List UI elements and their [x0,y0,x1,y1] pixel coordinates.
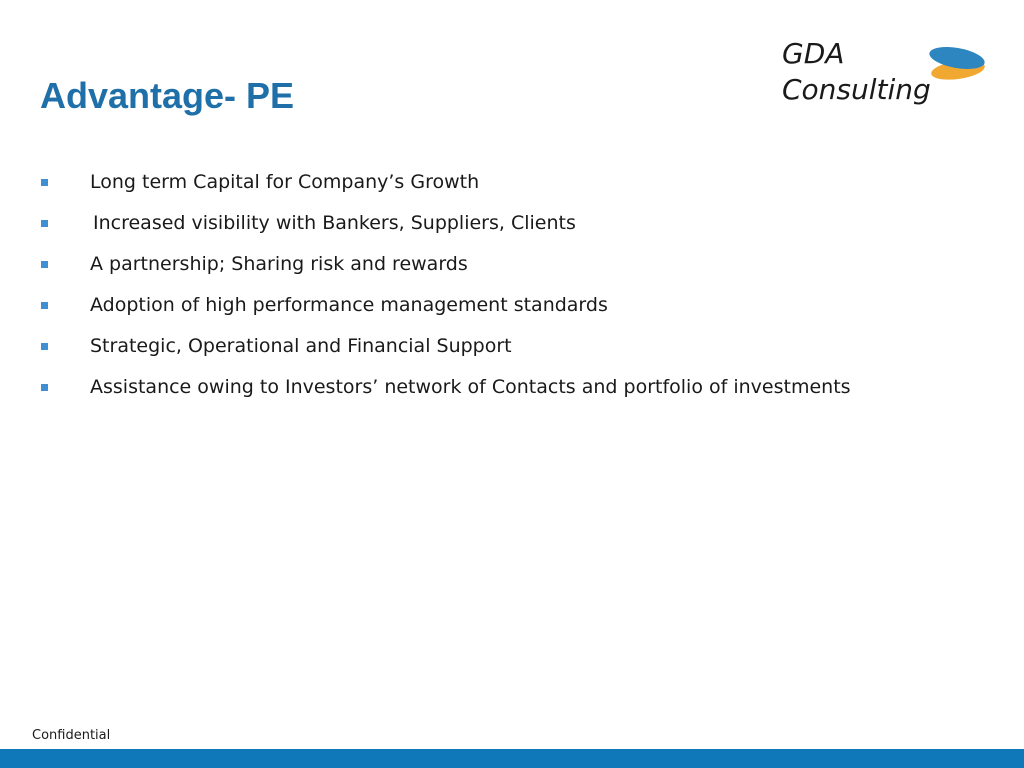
bullet-text: Long term Capital for Company’s Growth [90,171,480,193]
bullet-item [40,162,900,203]
bullet-item [40,367,900,408]
logo-text-line1: GDA [782,37,845,70]
bullet-text: Increased visibility with Bankers, Suppliers, Clients [93,212,576,234]
footer-confidential-label: Confidential [32,728,111,743]
bullet-list [40,162,900,408]
square-bullet-icon [41,302,48,309]
square-bullet-icon [41,179,48,186]
gda-consulting-logo [782,36,992,116]
bullet-text: Adoption of high performance management standards [90,294,608,316]
bullet-item [40,326,900,367]
square-bullet-icon [41,220,48,227]
bullet-item [40,244,900,285]
bullet-text: Assistance owing to Investors’ network of Contacts and portfolio of investments [90,376,851,398]
bullet-text: Strategic, Operational and Financial Support [90,335,512,357]
bullet-item [40,203,900,244]
footer-bar [0,749,1024,768]
square-bullet-icon [41,261,48,268]
slide-title: Advantage- PE [40,75,295,116]
bullet-text: A partnership; Sharing risk and rewards [90,253,468,275]
square-bullet-icon [41,384,48,391]
logo-text-line2: Consulting [782,73,931,106]
square-bullet-icon [41,343,48,350]
bullet-item [40,285,900,326]
logo-swoosh-icon [926,42,986,82]
